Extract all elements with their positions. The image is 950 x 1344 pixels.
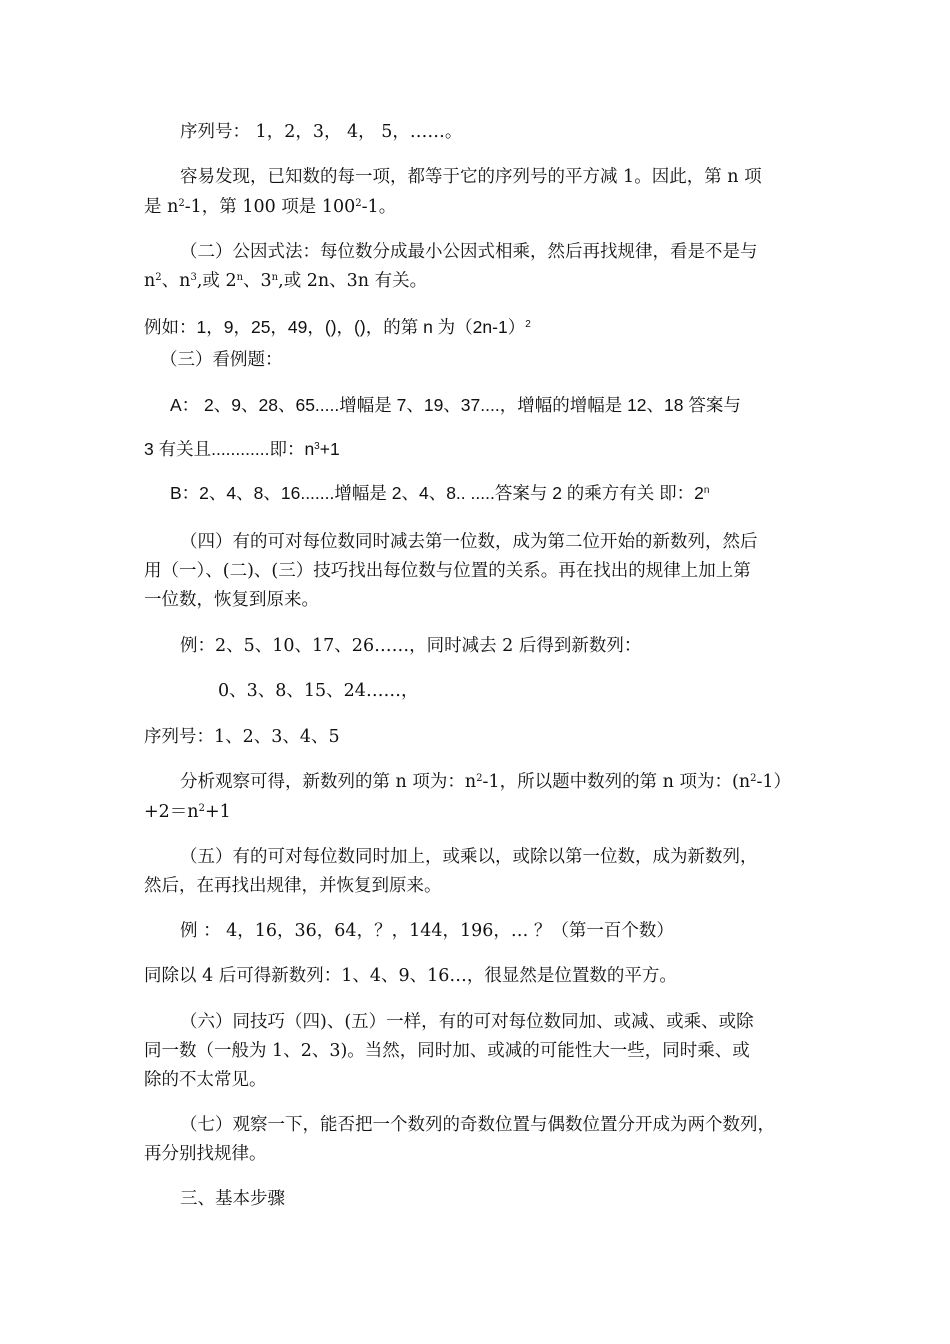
text: +1	[319, 439, 340, 459]
text: 同一数（一般为 1、2、3)。当然，同时加、或减的可能性大一些，同时乘、或	[144, 1041, 750, 1061]
paragraph-line	[180, 1111, 775, 1139]
text: 同除以 4 后可得新数列：1、4、9、16…，很显然是位置数的平方。	[144, 966, 677, 986]
superscript: 3	[314, 441, 320, 452]
text: 例：2、5、10、17、26……，同时减去 2 后得到新数列：	[180, 636, 642, 656]
paragraph-line	[144, 798, 231, 826]
paragraph-line	[144, 723, 340, 751]
paragraph-line	[144, 1066, 267, 1094]
paragraph-line	[144, 557, 751, 585]
text: n	[144, 271, 156, 291]
paragraph-line	[144, 1037, 750, 1065]
text: 容易发现，已知数的每一项，都等于它的序列号的平方减 1。因此，第 n 项	[180, 167, 762, 187]
text: B：2、4、8、16.......增幅是 2、4、8.. .....答案与 2 的乘方有关 即：2	[170, 483, 704, 503]
paragraph-line	[144, 1140, 267, 1168]
text: 是 n	[144, 197, 179, 217]
text: 序列号： 1，2，3， 4， 5，……。	[180, 122, 463, 142]
paragraph-line	[180, 528, 758, 556]
paragraph-line	[160, 346, 283, 374]
text: （七）观察一下，能否把一个数列的奇数位置与偶数位置分开成为两个数列，	[180, 1115, 775, 1135]
paragraph-line	[180, 843, 758, 871]
text: 除的不太常见。	[144, 1070, 267, 1090]
text: -1，第 100 项是 100	[184, 197, 356, 217]
superscript: 2	[525, 319, 531, 330]
superscript: 2	[155, 272, 162, 283]
paragraph-line	[180, 768, 791, 796]
superscript: n	[271, 272, 279, 283]
superscript: n	[703, 485, 710, 496]
text: -1）	[756, 772, 792, 792]
text: 例 ： 4，16，36，64，？，144，196，… ？（第一百个数）	[180, 921, 674, 941]
superscript: 2	[178, 198, 185, 209]
text: 然后，在再找出规律，并恢复到原来。	[144, 876, 442, 896]
paragraph-line	[144, 872, 442, 900]
paragraph-line	[180, 118, 462, 146]
paragraph-line	[218, 677, 418, 705]
paragraph-line	[180, 917, 674, 945]
text: 、n	[161, 271, 191, 291]
text: （三）看例题：	[160, 350, 283, 370]
paragraph-line	[180, 163, 762, 191]
section-heading	[180, 1185, 285, 1213]
paragraph-line	[170, 391, 741, 419]
text: （二）公因式法：每位数分成最小公因式相乘，然后再找规律，看是不是与	[180, 242, 758, 262]
text: 三、基本步骤	[180, 1189, 285, 1209]
text: 序列号：1、2、3、4、5	[144, 727, 340, 747]
paragraph-line	[170, 479, 709, 507]
text: 用（一）、(二)、(三）技巧找出每位数与位置的关系。再在找出的规律上加上第	[144, 561, 751, 581]
text: 0、3、8、15、24……，	[218, 681, 419, 701]
superscript: 2	[476, 773, 483, 784]
text: 一位数，恢复到原来。	[144, 590, 319, 610]
paragraph-line	[144, 193, 396, 221]
paragraph-line	[144, 962, 677, 990]
text: +1	[204, 802, 231, 822]
superscript: 2	[198, 803, 205, 814]
text: （六）同技巧（四)、(五）一样，有的可对每位数同加、或减、或乘、或除	[180, 1012, 754, 1032]
text: 、3	[243, 271, 272, 291]
superscript: n	[236, 272, 244, 283]
text: （四）有的可对每位数同时减去第一位数，成为第二位开始的新数列，然后	[180, 532, 758, 552]
text: A： 2、9、28、65.....增幅是 7、19、37....，增幅的增幅是 12、18 答案与	[170, 395, 741, 415]
text: 分析观察可得，新数列的第 n 项为：n	[180, 772, 477, 792]
superscript: 3	[190, 272, 197, 283]
text: -1。	[361, 197, 397, 217]
text: ,或 2n、3n 有关。	[278, 271, 428, 291]
superscript: 2	[750, 773, 757, 784]
text: ,或 2	[196, 271, 237, 291]
paragraph-line	[180, 632, 641, 660]
paragraph-line	[180, 238, 758, 266]
paragraph-line	[144, 267, 427, 295]
text: -1，所以题中数列的第 n 项为：(n	[482, 772, 751, 792]
text: 3 有关且............即：n	[144, 439, 315, 459]
paragraph-line	[144, 435, 340, 463]
text: 例如：1，9，25，49，()，()，的第 n 为（2n-1）	[144, 317, 526, 337]
text: +2＝n	[144, 802, 199, 822]
text: （五）有的可对每位数同时加上，或乘以，或除以第一位数，成为新数列，	[180, 847, 758, 867]
superscript: 2	[355, 198, 362, 209]
paragraph-line	[144, 586, 319, 614]
paragraph-line	[180, 1008, 754, 1036]
paragraph-line	[144, 313, 531, 341]
text: 再分别找规律。	[144, 1144, 267, 1164]
